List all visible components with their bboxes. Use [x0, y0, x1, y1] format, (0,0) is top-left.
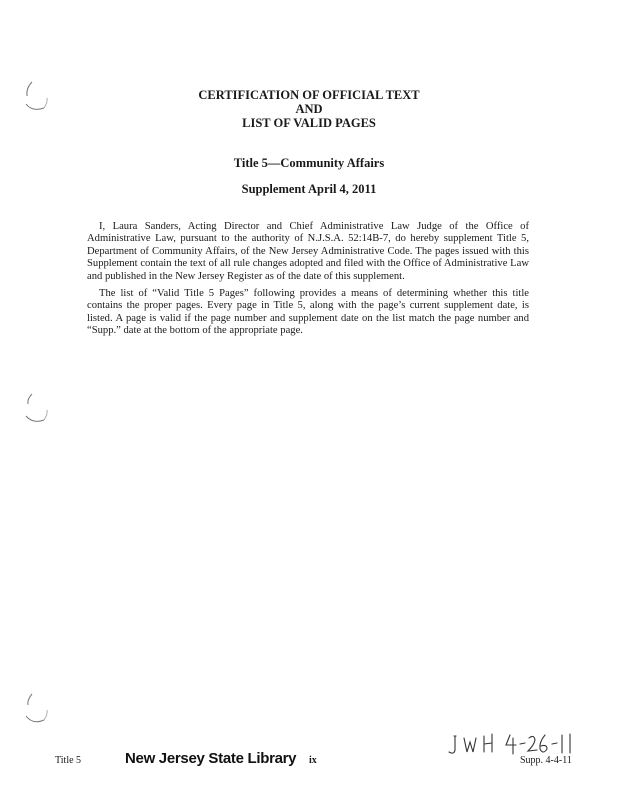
footer-title-label: Title 5 — [55, 755, 82, 766]
footer-supplement-date: Supp. 4-4-11 — [520, 755, 572, 766]
title-heading: Title 5—Community Affairs — [233, 156, 385, 170]
valid-pages-paragraph: The list of “Valid Title 5 Pages” following provides a means of determining whether this title contains the proper pages. Every page in Title 5, along with the page’s current supplement date, is listed. A page is valid if the page number and supplement date on the list match the page number and “Supp.” date at the bottom of the appropriate page. — [87, 288, 529, 337]
punch-hole-mark — [22, 690, 50, 734]
handwritten-initials-date — [446, 730, 576, 758]
supplement-date-heading: Supplement April 4, 2011 — [241, 182, 377, 196]
certification-heading: CERTIFICATION OF OFFICIAL TEXT — [198, 88, 420, 102]
certification-heading-and: AND — [295, 102, 323, 116]
page-number: ix — [309, 755, 317, 766]
punch-hole-mark — [22, 388, 50, 432]
library-stamp: New Jersey State Library — [125, 750, 297, 767]
certification-paragraph: I, Laura Sanders, Acting Director and Chief Administrative Law Judge of the Office of Administrative Law, pursuant to the authority of N.J.S.A. 52:14B-7, do hereby supplement Title 5, Department of Community Affairs, of the New Jersey Administrative Code. The pages issued with this Supplement contain the text of all rule changes adopted and filed with the Office of Administrative Law and published in the New Jersey Register as of the date of this supplement. — [87, 221, 529, 282]
valid-pages-heading: LIST OF VALID PAGES — [242, 116, 376, 130]
